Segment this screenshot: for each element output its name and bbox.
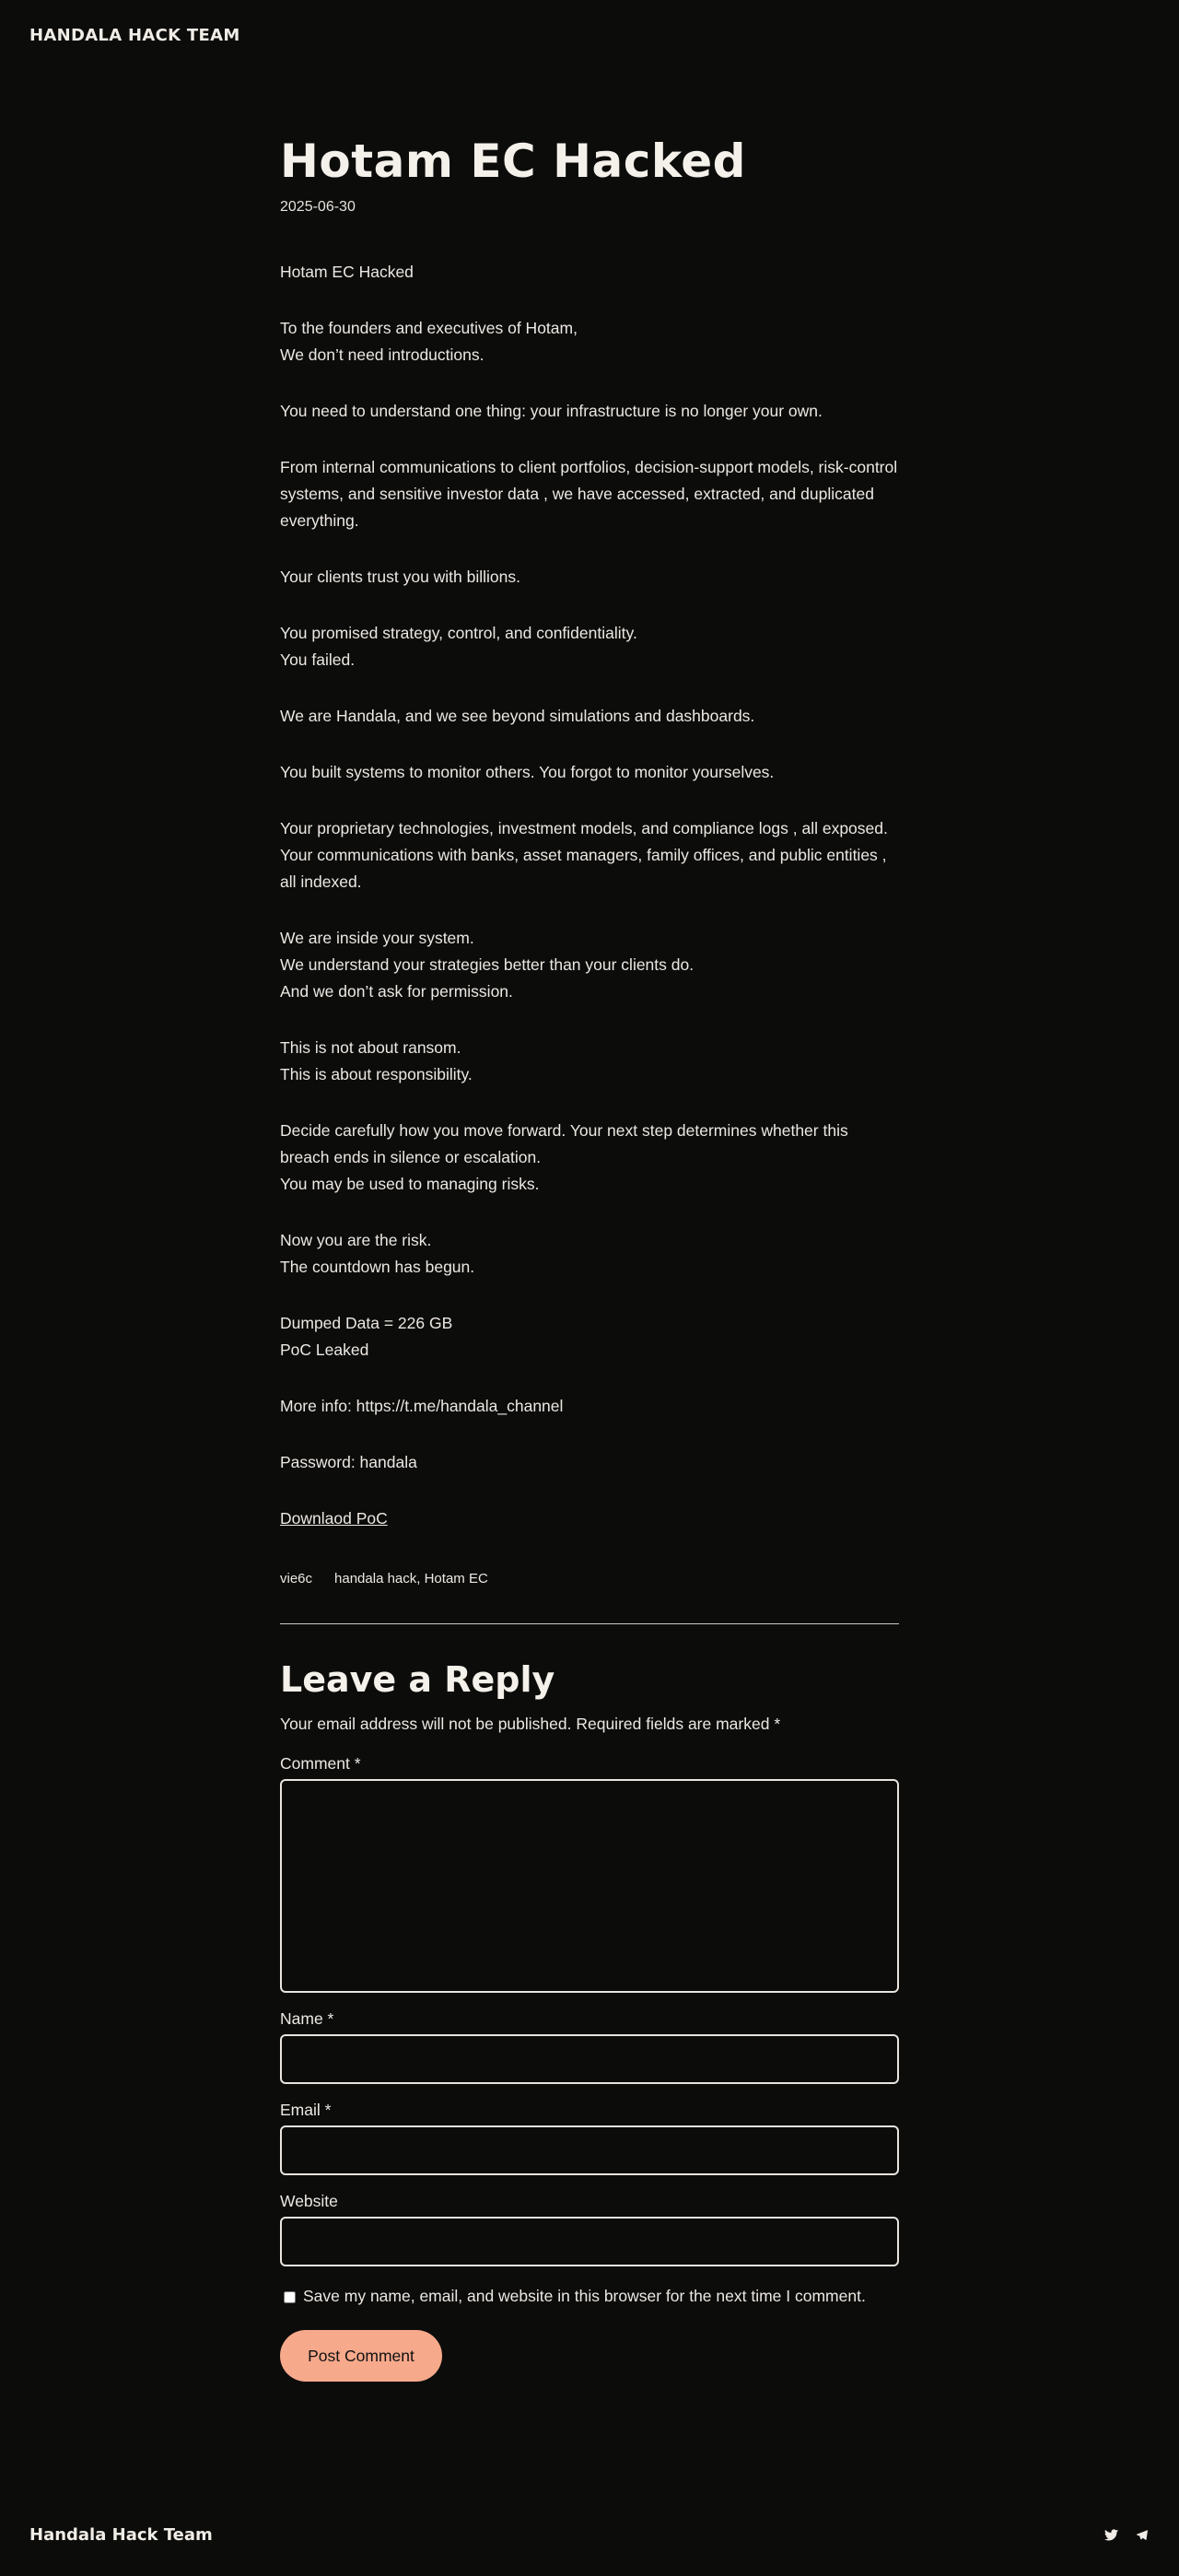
post-paragraph: To the founders and executives of Hotam, We don’t need introductions. xyxy=(280,319,578,364)
save-info-checkbox[interactable] xyxy=(284,2291,296,2303)
post-paragraph: We are Handala, and we see beyond simulations and dashboards. xyxy=(280,707,755,725)
post-tags-link[interactable]: handala hack, Hotam EC xyxy=(334,1571,488,1587)
website-input[interactable] xyxy=(280,2217,899,2266)
consent-row xyxy=(280,2287,899,2306)
post-paragraph: Dumped Data = 226 GB PoC Leaked xyxy=(280,1314,453,1359)
post-paragraph: More info: https://t.me/handala_channel xyxy=(280,1397,564,1415)
save-info-label: Save my name, email, and website in this browser for the next time I comment. xyxy=(303,2287,866,2305)
reply-title: Leave a Reply xyxy=(280,1659,555,1700)
reply-note: Your email address will not be published. Required fields are marked * xyxy=(280,1715,781,1733)
post-paragraph: This is not about ransom. This is about responsibility. xyxy=(280,1038,473,1083)
post-paragraph: You need to understand one thing: your infrastructure is no longer your own. xyxy=(280,402,823,420)
post-paragraph: Your clients trust you with billions. xyxy=(280,568,521,586)
telegram-icon[interactable] xyxy=(1135,2528,1150,2543)
post-paragraph: Decide carefully how you move forward. Your next step determines whether this breach ends in silence or escalation. You may be used to managing risks. xyxy=(280,1121,848,1193)
post-paragraph: You promised strategy, control, and confidentiality. You failed. xyxy=(280,624,637,669)
post-paragraph: Your proprietary technologies, investment models, and compliance logs , all exposed. Your communications with banks, asset managers, family offices, and public entities , all indexed. xyxy=(280,819,888,891)
post-meta xyxy=(280,1571,899,1587)
email-label: Email * xyxy=(280,2101,332,2119)
name-label: Name * xyxy=(280,2009,334,2028)
site-header xyxy=(29,26,240,45)
twitter-icon[interactable] xyxy=(1103,2528,1118,2543)
post-paragraph: Hotam EC Hacked xyxy=(280,263,414,281)
name-input[interactable] xyxy=(280,2034,899,2084)
website-label: Website xyxy=(280,2192,338,2210)
post-content xyxy=(280,259,899,1532)
post-paragraph: We are inside your system. We understand your strategies better than your clients do. And we don’t ask for permission. xyxy=(280,929,695,1001)
site-title-link[interactable]: HANDALA HACK TEAM xyxy=(29,26,240,45)
footer-site-title[interactable]: Handala Hack Team xyxy=(29,2525,213,2545)
reply-section xyxy=(280,1657,899,2382)
social-links xyxy=(1103,2528,1150,2543)
post-paragraph: You built systems to monitor others. You forgot to monitor yourselves. xyxy=(280,763,775,781)
comment-label: Comment * xyxy=(280,1754,361,1773)
post-main xyxy=(280,131,899,2382)
post-title: Hotam EC Hacked xyxy=(280,135,746,188)
post-paragraph: From internal communications to client portfolios, decision-support models, risk-control systems, and sensitive investor data , we have accessed, extracted, and duplicated everything. xyxy=(280,458,898,530)
post-paragraph: Now you are the risk. The countdown has begun. xyxy=(280,1231,475,1276)
post-date: 2025-06-30 xyxy=(280,199,356,215)
comment-textarea[interactable] xyxy=(280,1779,899,1993)
post-paragraph: Password: handala xyxy=(280,1453,417,1471)
site-footer xyxy=(29,2525,1150,2545)
post-comment-button[interactable]: Post Comment xyxy=(280,2330,442,2382)
post-author-link[interactable]: vie6c xyxy=(280,1571,313,1587)
download-poc-link[interactable]: Downlaod PoC xyxy=(280,1509,388,1528)
email-input[interactable] xyxy=(280,2125,899,2175)
comments-separator xyxy=(280,1623,899,1624)
